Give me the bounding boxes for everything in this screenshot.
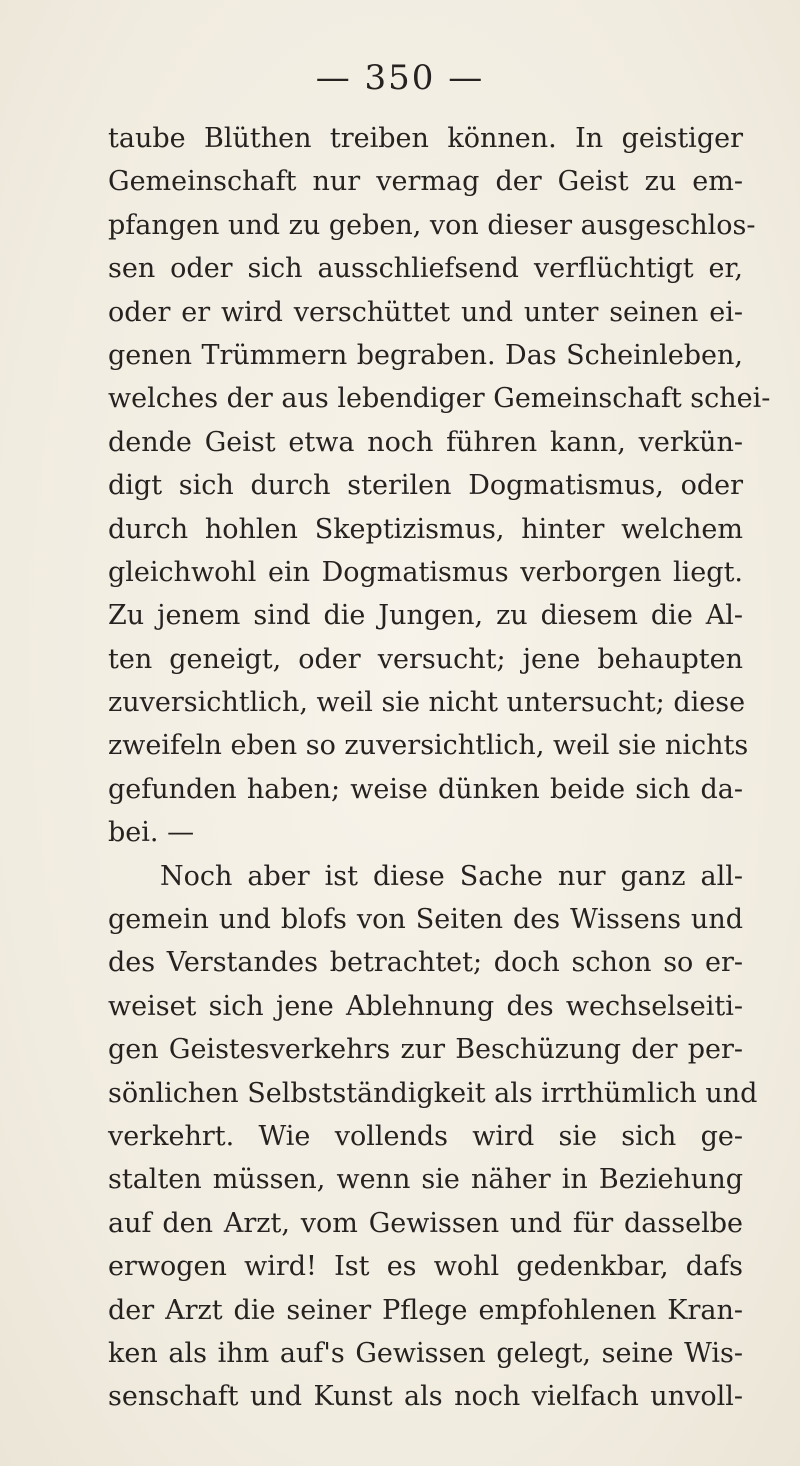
text-line: sen oder sich ausschliefsend verflüchtigt er, (108, 253, 743, 285)
text-line: gleichwohl ein Dogmatismus verborgen liegt. (108, 556, 743, 588)
text-line: durch hohlen Skeptizismus, hinter welchem (108, 513, 743, 545)
text-line: zweifeln eben so zuversichtlich, weil sie nichts (108, 730, 749, 762)
text-line: sönlichen Selbstständigkeit als irrthümlich und (108, 1077, 758, 1109)
text-line: verkehrt. Wie vollends wird sie sich ge- (108, 1120, 743, 1152)
body-text (108, 117, 771, 1419)
text-line: dende Geist etwa noch führen kann, verkün- (108, 426, 743, 458)
text-line: ten geneigt, oder versucht; jene behaupten (108, 643, 743, 675)
text-line: ken als ihm auf's Gewissen gelegt, seine Wis- (108, 1337, 743, 1369)
page-number: — 350 — (315, 58, 485, 98)
text-line: stalten müssen, wenn sie näher in Beziehung (108, 1164, 743, 1196)
text-line: taube Blüthen treiben können. In geistiger (108, 123, 743, 154)
paragraph-start-line: Noch aber ist diese Sache nur ganz all- (160, 860, 743, 892)
text-line: pfangen und zu geben, von dieser ausgeschlos- (108, 209, 756, 241)
text-line: der Arzt die seiner Pflege empfohlenen Kran- (108, 1294, 743, 1326)
text-line: erwogen wird! Ist es wohl gedenkbar, dafs (108, 1251, 743, 1283)
text-line: Zu jenem sind die Jungen, zu diesem die Al- (108, 600, 743, 632)
text-line: Gemeinschaft nur vermag der Geist zu em- (108, 166, 743, 198)
text-line: gefunden haben; weise dünken beide sich da- (108, 773, 743, 805)
text-line: des Verstandes betrachtet; doch schon so er- (108, 947, 743, 979)
text-line: auf den Arzt, vom Gewissen und für dasselbe (108, 1207, 743, 1239)
text-line: weiset sich jene Ablehnung des wechselseiti- (108, 990, 743, 1022)
text-line: genen Trümmern begraben. Das Scheinleben, (108, 339, 743, 371)
text-line: digt sich durch sterilen Dogmatismus, oder (108, 470, 743, 502)
text-line: senschaft und Kunst als noch vielfach unvoll- (108, 1381, 743, 1413)
text-line: gemein und blofs von Seiten des Wissens und (108, 904, 743, 936)
text-line: zuversichtlich, weil sie nicht untersucht; diese (108, 687, 746, 719)
text-line: welches der aus lebendiger Gemeinschaft schei- (108, 383, 771, 415)
text-line: gen Geistesverkehrs zur Beschüzung der per- (108, 1034, 743, 1066)
paragraph-end-line: bei. — (108, 817, 195, 849)
text-line: oder er wird verschüttet und unter seinen ei- (108, 296, 743, 328)
